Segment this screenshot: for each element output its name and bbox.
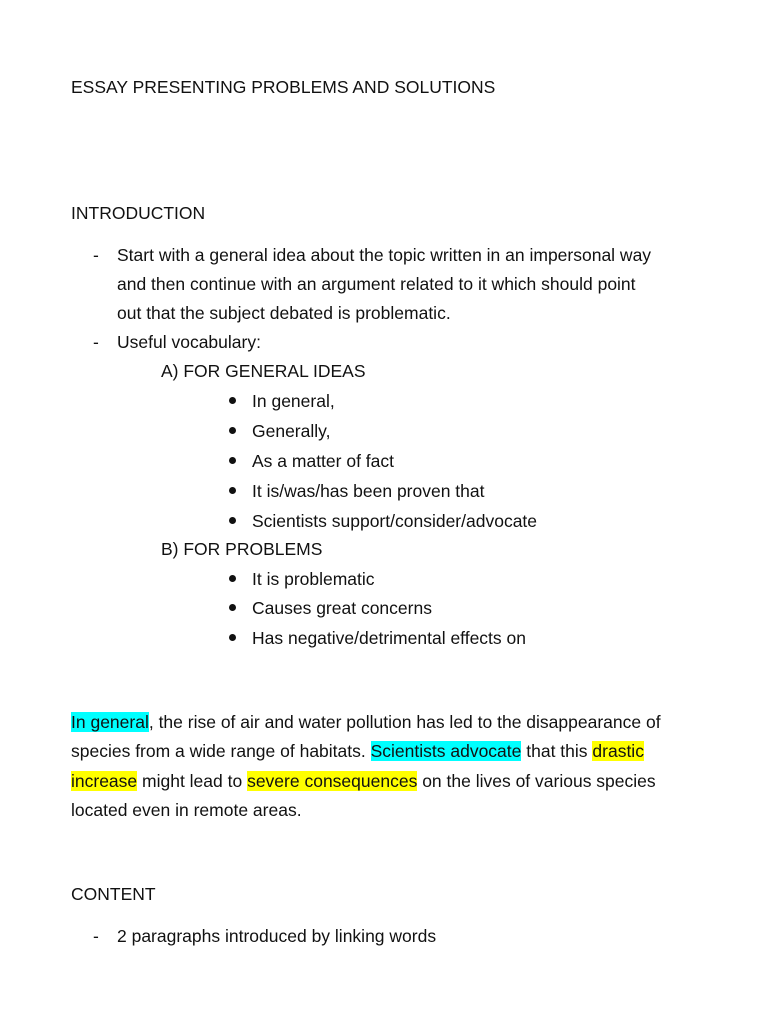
highlight-cyan: In general [71, 712, 149, 732]
general-idea-item: Scientists support/consider/advocate [252, 511, 538, 531]
paragraph-text: that this [521, 741, 593, 761]
dash-marker: - [93, 245, 99, 265]
general-idea-item: It is/was/has been proven that [252, 481, 485, 501]
intro-point2: Useful vocabulary: [117, 332, 261, 352]
highlight-yellow: drastic [592, 741, 644, 761]
paragraph-text: on the lives of various species [417, 771, 656, 791]
bullet-dot [229, 517, 236, 524]
bullet-dot [229, 397, 236, 404]
bullet-dot [229, 427, 236, 434]
paragraph-text: might lead to [137, 771, 248, 791]
general-idea-item: Generally, [252, 421, 331, 441]
problem-item: Causes great concerns [252, 598, 432, 618]
content-heading: CONTENT [71, 884, 156, 904]
intro-point1-line1: Start with a general idea about the topic written in an impersonal way [117, 245, 652, 265]
paragraph-text: , the rise of air and water pollution has led to the disappearance of [148, 712, 661, 732]
dash-marker: - [93, 926, 99, 946]
bullet-dot [229, 487, 236, 494]
highlight-yellow: severe consequences [247, 771, 418, 791]
general-idea-item: As a matter of fact [252, 451, 394, 471]
intro-point1-line3: out that the subject debated is problematic. [117, 303, 451, 323]
bullet-dot [229, 604, 236, 611]
example-paragraph-line4: located even in remote areas. [71, 800, 302, 820]
highlight-cyan: Scientists advocate [370, 741, 522, 761]
document-title: ESSAY PRESENTING PROBLEMS AND SOLUTIONS [71, 77, 496, 97]
introduction-heading: INTRODUCTION [71, 203, 206, 223]
general-ideas-heading: A) FOR GENERAL IDEAS [161, 361, 366, 381]
bullet-dot [229, 634, 236, 641]
intro-point1-line2: and then continue with an argument related to it which should point [117, 274, 636, 294]
problem-item: Has negative/detrimental effects on [252, 628, 527, 648]
example-paragraph-line1 [71, 711, 661, 733]
example-paragraph-line3 [71, 770, 656, 792]
highlight-yellow: increase [71, 771, 138, 791]
bullet-dot [229, 575, 236, 582]
dash-marker: - [93, 332, 99, 352]
example-paragraph-line2 [71, 740, 644, 762]
content-point1: 2 paragraphs introduced by linking words [117, 926, 437, 946]
problem-item: It is problematic [252, 569, 375, 589]
bullet-dot [229, 457, 236, 464]
paragraph-text: species from a wide range of habitats. [71, 741, 371, 761]
general-idea-item: In general, [252, 391, 335, 411]
problems-heading: B) FOR PROBLEMS [161, 539, 323, 559]
